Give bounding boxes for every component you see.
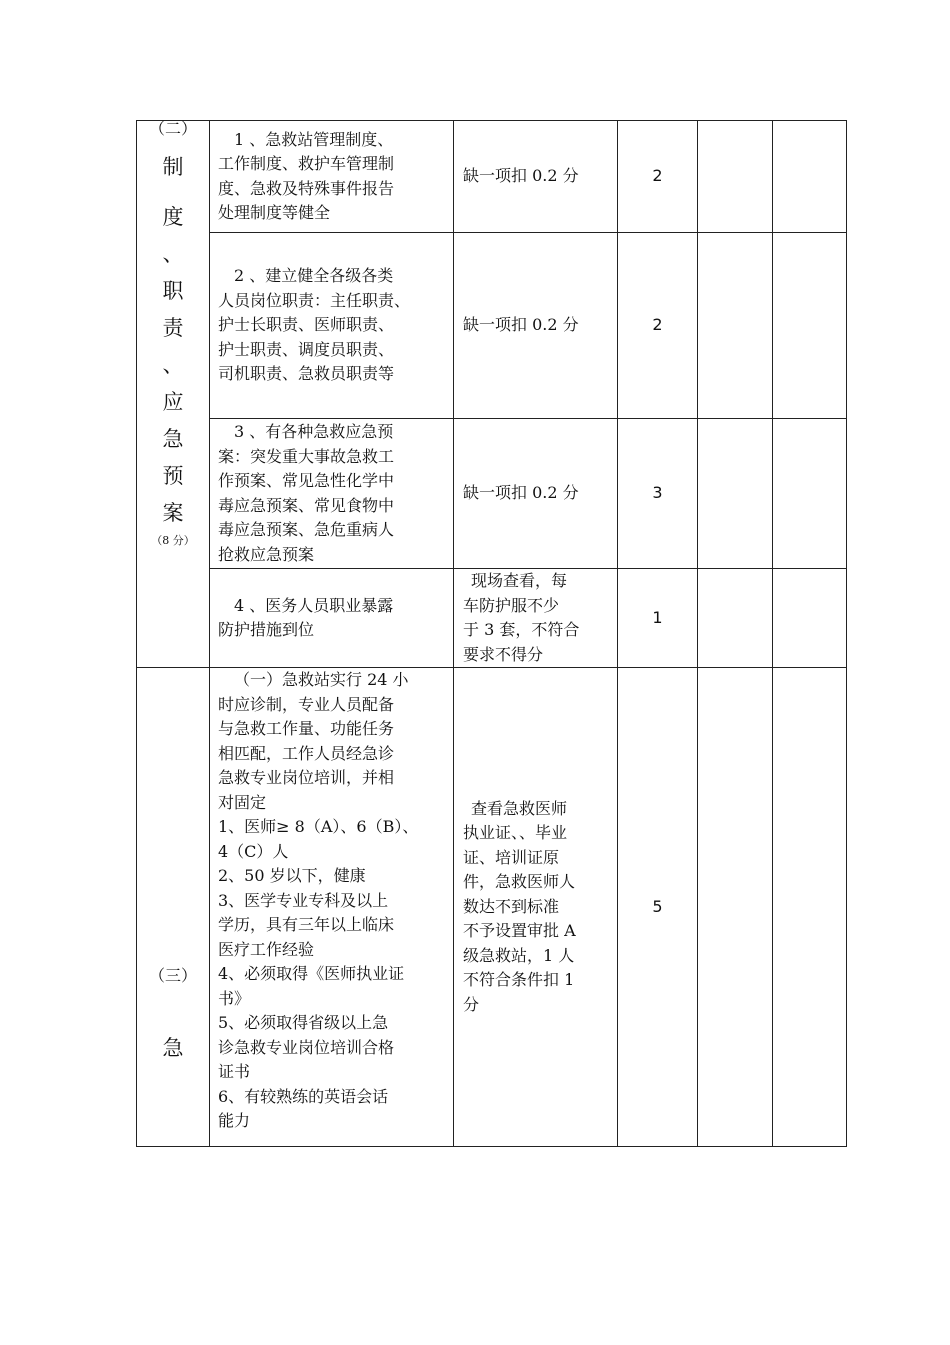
category-char: 预 bbox=[162, 464, 184, 488]
category-char: 、 bbox=[162, 353, 184, 377]
item-score: 2 bbox=[618, 233, 698, 419]
self-score-cell bbox=[698, 668, 773, 1147]
item-score: 1 bbox=[618, 569, 698, 668]
review-score-cell bbox=[773, 419, 847, 569]
self-score-cell bbox=[698, 233, 773, 419]
category-vertical-label bbox=[137, 121, 209, 548]
category-cell-section-2 bbox=[137, 121, 210, 668]
self-score-cell bbox=[698, 569, 773, 668]
category-vertical-label bbox=[137, 968, 209, 1061]
category-cell-section-3 bbox=[137, 668, 210, 1147]
category-char: 急 bbox=[162, 1036, 184, 1060]
category-number: （三） bbox=[148, 966, 197, 985]
item-content: 4 、医务人员职业暴露 防护措施到位 bbox=[210, 569, 454, 668]
self-score-cell bbox=[698, 121, 773, 233]
item-content: 3 、有各种急救应急预 案：突发重大事故急救工 作预案、常见急性化学中 毒应急预案、常见食物中 毒应急预案、急危重病人 抢救应急预案 bbox=[210, 419, 454, 569]
review-score-cell bbox=[773, 121, 847, 233]
item-method: 缺一项扣 0.2 分 bbox=[454, 233, 618, 419]
evaluation-table-page bbox=[136, 120, 814, 1147]
category-char: 急 bbox=[162, 427, 184, 451]
category-char: 案 bbox=[162, 501, 184, 525]
item-content: 2 、建立健全各级各类 人员岗位职责：主任职责、 护士长职责、医师职责、 护士职责、调度员职责、 司机职责、急救员职责等 bbox=[210, 233, 454, 419]
category-char: 度 bbox=[162, 205, 184, 229]
self-score-cell bbox=[698, 419, 773, 569]
category-char: 制 bbox=[162, 155, 184, 179]
evaluation-table bbox=[136, 120, 847, 1147]
category-char: 职 bbox=[162, 279, 184, 303]
category-char: 应 bbox=[162, 390, 184, 414]
category-score-note: （8 分） bbox=[151, 534, 195, 547]
item-score: 2 bbox=[618, 121, 698, 233]
item-method: 缺一项扣 0.2 分 bbox=[454, 121, 618, 233]
item-method: 查看急救医师 执业证、、毕业 证、培训证原 件，急救医师人 数达不到标准 不予设置审批 A 级急救站，1 人 不符合条件扣 1 分 bbox=[454, 668, 618, 1147]
review-score-cell bbox=[773, 569, 847, 668]
category-number: （二） bbox=[148, 119, 197, 138]
table-row bbox=[137, 121, 847, 233]
table-row bbox=[137, 668, 847, 1147]
item-content: （一）急救站实行 24 小 时应诊制，专业人员配备 与急救工作量、功能任务 相匹配，工作人员经急诊 急救专业岗位培训，并相 对固定 1、医师≥ 8（A）、6（B）、 4（C）人 2、50 岁以下，健康 3、医学专业专科及以上 学历，具有三年以上临床 医疗工作经验 4、必须取得《医师执业证 书》 5、必须取得省级以上急 诊急救专业岗位培训合格 证书 6、有较熟练的英语会话 能力 bbox=[210, 668, 454, 1147]
table-row bbox=[137, 233, 847, 419]
item-method: 缺一项扣 0.2 分 bbox=[454, 419, 618, 569]
review-score-cell bbox=[773, 668, 847, 1147]
review-score-cell bbox=[773, 233, 847, 419]
table-row bbox=[137, 569, 847, 668]
item-score: 3 bbox=[618, 419, 698, 569]
table-row bbox=[137, 419, 847, 569]
item-content: 1 、急救站管理制度、 工作制度、救护车管理制 度、急救及特殊事件报告 处理制度等健全 bbox=[210, 121, 454, 233]
item-method: 现场查看，每 车防护服不少 于 3 套，不符合 要求不得分 bbox=[454, 569, 618, 668]
category-char: 、 bbox=[162, 242, 184, 266]
category-char: 责 bbox=[162, 316, 184, 340]
item-score: 5 bbox=[618, 668, 698, 1147]
